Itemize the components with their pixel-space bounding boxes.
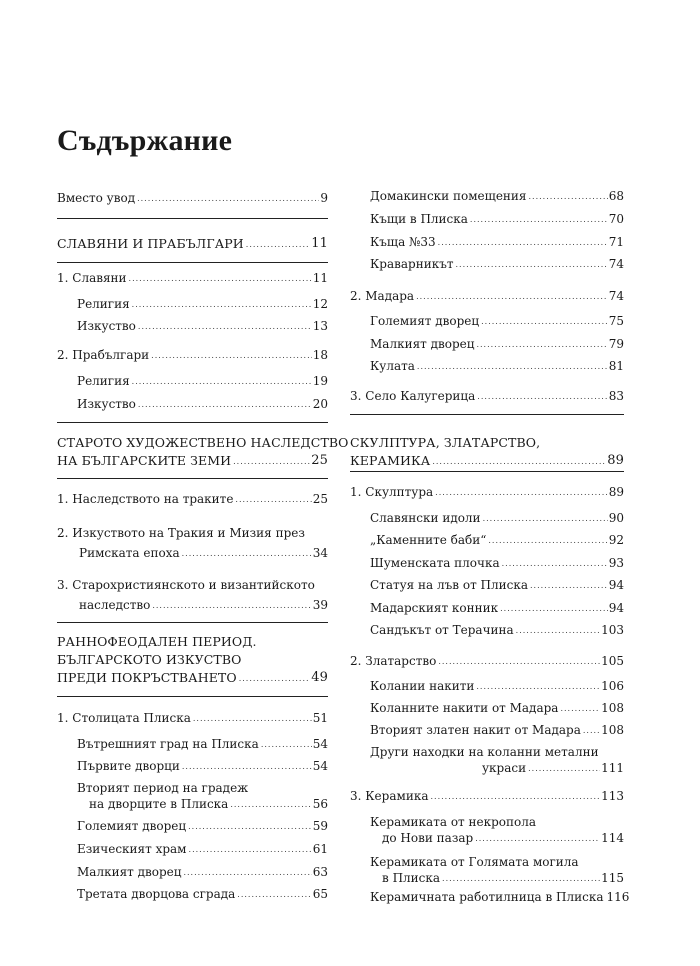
toc-subentry[interactable]: Колании накити ..... 106: [370, 678, 624, 694]
toc-subentry[interactable]: Кулата ..... 81: [370, 358, 624, 374]
toc-subentry[interactable]: Големият дворец ..... 75: [370, 313, 624, 329]
toc-chapter[interactable]: 1. Скулптура ..... 89: [350, 484, 624, 500]
toc-subentry[interactable]: Керамиката от некропола до Нови пазар ..... 114: [370, 814, 624, 846]
toc-subentry[interactable]: Първите дворци ..... 54: [77, 758, 328, 774]
toc-subentry[interactable]: Вторият златен накит от Мадара ..... 108: [370, 722, 624, 738]
toc-subentry[interactable]: Шуменската плочка ..... 93: [370, 555, 624, 571]
toc-section[interactable]: СКУЛПТУРА, ЗЛАТАРСТВО, КЕРАМИКА ..... 89: [350, 435, 624, 469]
section-divider: [57, 478, 328, 479]
toc-subentry[interactable]: Статуя на лъв от Плиска ..... 94: [370, 577, 624, 593]
toc-chapter[interactable]: 2. Мадара ..... 74: [350, 288, 624, 304]
toc-subentry[interactable]: Религия ..... 12: [77, 296, 328, 312]
toc-subentry[interactable]: Керамичната работилница в Плиска 116: [370, 890, 630, 904]
toc-subentry[interactable]: Мадарският конник ..... 94: [370, 600, 624, 616]
toc-subentry[interactable]: Вторият период на градеж на дворците в Плиска ..... 56: [77, 780, 328, 812]
toc-subentry[interactable]: Третата дворцова сграда ..... 65: [77, 886, 328, 902]
toc-subentry[interactable]: „Каменните баби“ ..... 92: [370, 532, 624, 548]
toc-subentry[interactable]: Вътрешният град на Плиска ..... 54: [77, 736, 328, 752]
toc-chapter[interactable]: 2. Златарство ..... 105: [350, 653, 624, 669]
toc-chapter[interactable]: 1. Наследството на траките ..... 25: [57, 491, 328, 507]
toc-chapter[interactable]: 1. Славяни ..... 11: [57, 270, 328, 286]
toc-subentry[interactable]: Къщи в Плиска ..... 70: [370, 211, 624, 227]
toc-subentry[interactable]: Религия ..... 19: [77, 373, 328, 389]
toc-section[interactable]: РАННОФЕОДАЛЕН ПЕРИОД. БЪЛГАРСКОТО ИЗКУСТВО ПРЕДИ ПОКРЪСТВАНЕТО ..... 49: [57, 634, 328, 686]
toc-subentry[interactable]: Керамиката от Голямата могила в Плиска ..... 115: [370, 854, 624, 886]
section-divider: [57, 696, 328, 697]
page-title: Съдържание: [57, 124, 233, 157]
toc-subentry[interactable]: Домакински помещения ..... 68: [370, 188, 624, 204]
toc-chapter[interactable]: 1. Столицата Плиска ..... 51: [57, 710, 328, 726]
toc-section[interactable]: СТАРОТО ХУДОЖЕСТВЕНО НАСЛЕДСТВО НА БЪЛГАРСКИТЕ ЗЕМИ ..... 25: [57, 435, 328, 469]
toc-subentry[interactable]: Езическият храм ..... 61: [77, 841, 328, 857]
toc-section[interactable]: СЛАВЯНИ И ПРАБЪЛГАРИ ..... 11: [57, 236, 328, 252]
toc-chapter[interactable]: 2. Изкуството на Тракия и Мизия през Римската епоха ..... 34: [57, 525, 328, 561]
section-divider: [57, 422, 328, 423]
toc-subentry[interactable]: Други находки на коланни метални украси ..... 111: [370, 744, 624, 776]
section-divider: [57, 622, 328, 623]
toc-subentry[interactable]: Малкият дворец ..... 63: [77, 864, 328, 880]
toc-subentry[interactable]: Големият дворец ..... 59: [77, 818, 328, 834]
toc-subentry[interactable]: Къща №33 ..... 71: [370, 234, 624, 250]
section-divider: [350, 471, 624, 472]
toc-subentry[interactable]: Сандъкът от Терачина ..... 103: [370, 622, 624, 638]
toc-subentry[interactable]: Изкуство ..... 20: [77, 396, 328, 412]
section-divider: [57, 262, 328, 263]
toc-chapter[interactable]: 3. Село Калугерица ..... 83: [350, 388, 624, 404]
toc-chapter[interactable]: 3. Керамика ..... 113: [350, 788, 624, 804]
toc-subentry[interactable]: Изкуство ..... 13: [77, 318, 328, 334]
toc-chapter[interactable]: 2. Прабългари ..... 18: [57, 347, 328, 363]
toc-subentry[interactable]: Коланните накити от Мадара ..... 108: [370, 700, 624, 716]
toc-subentry[interactable]: Краварникът ..... 74: [370, 256, 624, 272]
section-divider: [57, 218, 328, 219]
toc-entry[interactable]: Вместо увод ..... 9: [57, 190, 328, 206]
toc-chapter[interactable]: 3. Старохристиянското и византийското наследство ..... 39: [57, 577, 328, 613]
toc-subentry[interactable]: Малкият дворец ..... 79: [370, 336, 624, 352]
toc-subentry[interactable]: Славянски идоли ..... 90: [370, 510, 624, 526]
section-divider: [350, 414, 624, 415]
